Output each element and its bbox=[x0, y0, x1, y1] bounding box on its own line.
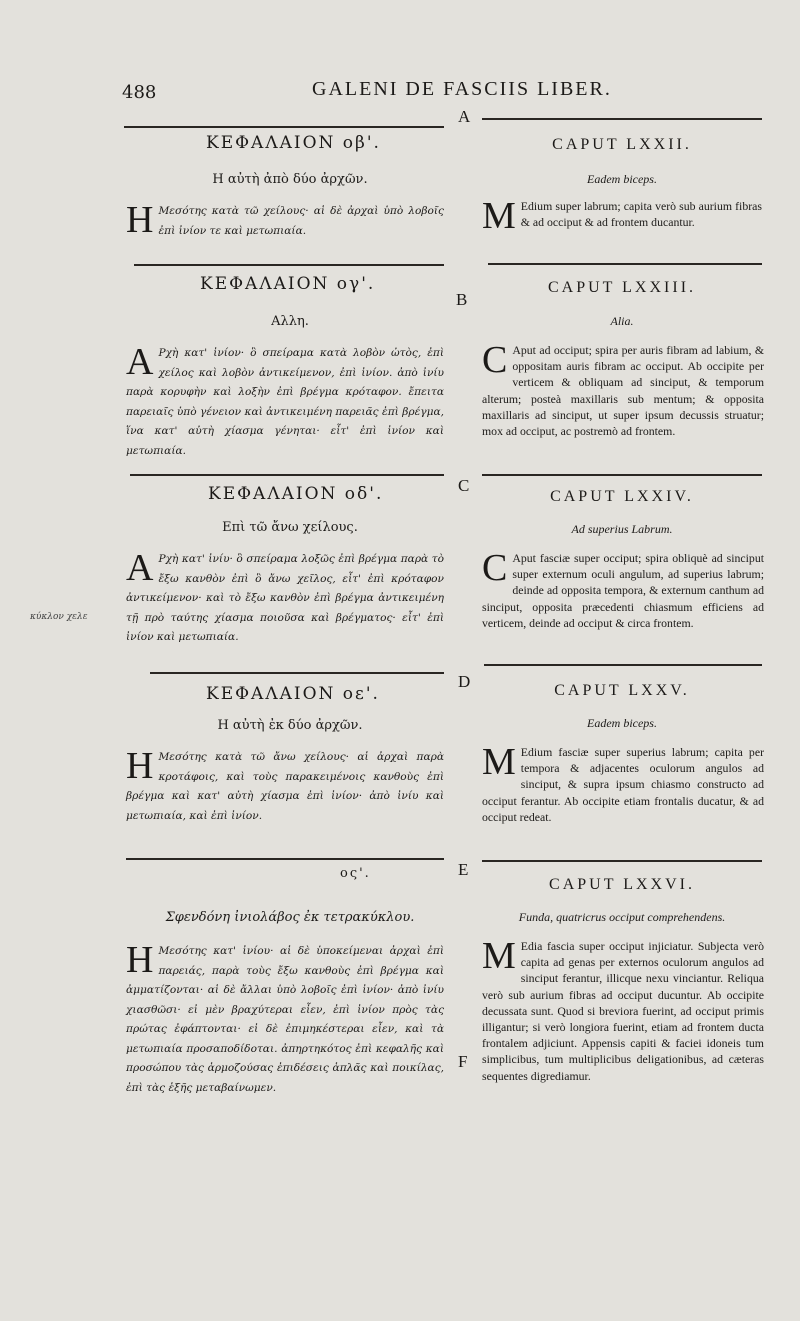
rule bbox=[130, 474, 444, 476]
greek-heading-72: ΚΕΦΑΛΑΙΟΝ οβ'. bbox=[206, 133, 381, 153]
latin-paragraph-76: M Edia fascia super occiput injiciatur. Subjecta verò capita ad genas per externos oculorum angulos ad sinciput ferantur, illicque nexu vinciantur. Reliqua verò sub aurium fibras ad occiput ducuntur. Ab occipite decussata sunt. Quod si breviora fuerint, ad occiput primis illigantur; si verò longiora fuerint, etiam ad frontem ducta frontalem adjiciunt. Appensis capiti & faciei idoneis tum simplicibus, tum multiplicibus deligationibus, ad cæteras sequentes digrediamur. bbox=[482, 935, 764, 1083]
latin-subtitle-75: Eadem biceps. bbox=[587, 716, 657, 730]
latin-subtitle-74: Ad superius Labrum. bbox=[571, 522, 673, 536]
latin-heading-75: CAPUT LXXV. bbox=[554, 682, 690, 699]
drop-initial: H bbox=[126, 199, 154, 241]
drop-initial: C bbox=[482, 339, 508, 381]
page-number: 488 bbox=[122, 82, 157, 103]
latin-heading-72: CAPUT LXXII. bbox=[552, 136, 692, 153]
latin-heading-73: CAPUT LXXIII. bbox=[547, 279, 697, 296]
greek-paragraph-73: A Ρχὴ κατ' ἰνίον· ὃ σπείραμα κατὰ λοβὸν ὠτὸς, ἐπὶ χείλος καὶ λοβὸν ἀντικείμενον, ἐπὶ ἰνίον. ἀπὸ ἰνίυ παρὰ κορυφὴν καὶ λοξὴν ἐπὶ βρέγμα κρόταφον. ἔπειτα παρειαῖς ὑπὸ γένειον καὶ ἀντικειμένη παρειᾶς ἐπὶ βρέγμα, ἵνα κατ' αὐτὴ χίασμα γένηται· εἶτ' ἐπὶ ἰνίον καὶ μετωπιαία. bbox=[126, 341, 444, 457]
rule bbox=[482, 118, 762, 120]
greek-paragraph-75: H Μεσότης κατὰ τῶ ἄνω χείλους· αἱ ἀρχαὶ παρὰ κροτάφοις, καὶ τοὺς παρακειμένοις κανθοὺς ἐπὶ βρέγμα καὶ κατ' αὐτὴ χίασμα ἐπὶ ἰνίον· ἀπὸ ἰνίυ καὶ μετωπιαία, καὶ ἐπὶ ἰνίον. bbox=[126, 745, 444, 822]
margin-letter-d: D bbox=[458, 672, 471, 691]
rule bbox=[484, 664, 762, 666]
greek-paragraph-76: H Μεσότης κατ' ἰνίου· αἱ δὲ ὑποκείμεναι ἀρχαὶ ἐπὶ παρειάς, παρὰ τοὺς ἔξω κανθοὺς ἐπὶ βρέγμα καὶ ἀμματίζονται· αἱ δὲ ἄλλαι ὑπὸ λοβοῖς ἐπὶ ἰνίον· ἀπὸ ἰνίυ χιασθῶσι· εἰ μὲν βραχύτεραι εἶεν, ἐπὶ ἰνίον πρὸς τὰς πρώτας ἐφάπτονται· εἰ δὲ ἐπιμηκέστεραι εἶεν, καὶ τὰ μετωπιαία προσαποδίδοται. ἀπηρτηκότος ἐπὶ κεφαλῆς καὶ προσώπου τὰς ἁρμοζούσας ἐπιδέσεις ἁπλᾶς καὶ ποικίλας, ἐπὶ τὰς ἑξῆς μεταβαίνωμεν. bbox=[126, 939, 444, 1094]
running-title: GALENI DE FASCIIS LIBER. bbox=[312, 78, 612, 100]
latin-paragraph-73: C Aput ad occiput; spira per auris fibram ad labium, & oppositam auris fibram ac occiput. Ab occipite per verticem & obliquam ad sinciput, & temporum alterum; posteà maxillaris sub mentum; & opposita maxillaris ad sinciput, ut super ipsum decussis struatur; mox ad occiput, ac postremò ad frontem. bbox=[482, 339, 764, 439]
latin-paragraph-75: M Edium fasciæ super superius labrum; capita per tempora & adjacentes oculorum angulos ad sinciput, & supra ipsum chiasmo constructo ad occiput ferantur. Ab occipite etiam frontalis ducatur, & ad occiput redeat. bbox=[482, 741, 764, 824]
margin-note: κύκλον χελε bbox=[30, 612, 88, 622]
greek-heading-74: ΚΕΦΑΛΑΙΟΝ οδ'. bbox=[208, 484, 384, 504]
margin-letter-e: E bbox=[458, 860, 469, 879]
latin-subtitle-72: Eadem biceps. bbox=[587, 172, 657, 186]
latin-paragraph-72: M Edium super labrum; capita verò sub aurium fibras & ad occiput & ad frontem ducantur. bbox=[482, 195, 762, 237]
drop-initial: A bbox=[126, 547, 154, 589]
latin-heading-76: CAPUT LXXVI. bbox=[549, 876, 695, 893]
greek-subtitle-76: Σφενδόνη ἰνιολάβος ἐκ τετρακύκλου. bbox=[165, 910, 415, 925]
margin-letter-f: F bbox=[458, 1052, 468, 1071]
greek-subtitle-73: Αλλη. bbox=[271, 314, 309, 329]
greek-subtitle-72: Η αὐτὴ ἀπὸ δύο ἀρχῶν. bbox=[212, 172, 368, 187]
rule bbox=[488, 263, 762, 265]
greek-subtitle-74: Επὶ τῶ ἄνω χείλους. bbox=[222, 520, 358, 535]
greek-paragraph-74: A Ρχὴ κατ' ἰνίυ· ὃ σπείραμα λοξῶς ἐπὶ βρέγμα παρὰ τὸ ἔξω κανθὸν ἐπὶ ὃ ἄνω χεῖλος, εἶτ' ἐπὶ κρόταφον ἀντικείμενον· καὶ τὸ ἔξω κανθὸν ἐπὶ βρέγμα ἀντικειμένη τῇ πρὸ ταύτης χίασμα ποιοῦσα καὶ βρέγματος· εἶτ' ἐπὶ ἰνίον καὶ μετωπιαία. bbox=[126, 547, 444, 643]
rule bbox=[126, 858, 444, 860]
greek-heading-75: ΚΕΦΑΛΑΙΟΝ οε'. bbox=[206, 684, 380, 704]
latin-heading-74: CAPUT LXXIV. bbox=[550, 488, 694, 505]
latin-paragraph-74: C Aput fasciæ super occiput; spira obliquè ad sinciput super externum oculi angulum, ad superius labrum; deinde ad opposita tempora, & externum canthum ad sinciput, opposita præcedenti chiasmum efficiens ad verticem, deinde ad occiput & circa frontem. bbox=[482, 547, 764, 630]
greek-paragraph-72: H Μεσότης κατὰ τῶ χείλους· αἱ δὲ ἀρχαὶ ὑπὸ λοβοῖς ἐπὶ ἰνίον τε καὶ μετωπιαία. bbox=[126, 199, 444, 241]
rule bbox=[124, 126, 444, 128]
drop-initial: C bbox=[482, 547, 508, 589]
drop-initial: M bbox=[482, 935, 516, 977]
rule bbox=[482, 474, 762, 476]
greek-heading-76: ος'. bbox=[340, 866, 371, 881]
drop-initial: A bbox=[126, 341, 154, 383]
margin-letter-b: B bbox=[456, 290, 468, 309]
greek-subtitle-75: Η αὐτὴ ἐκ δύο ἀρχῶν. bbox=[217, 718, 363, 733]
rule bbox=[150, 672, 444, 674]
drop-initial: H bbox=[126, 939, 154, 981]
latin-subtitle-73: Alia. bbox=[610, 314, 634, 328]
greek-heading-73: ΚΕΦΑΛΑΙΟΝ ογ'. bbox=[200, 274, 376, 294]
drop-initial: M bbox=[482, 741, 516, 783]
drop-initial: M bbox=[482, 195, 516, 237]
margin-letter-a: A bbox=[458, 107, 471, 126]
margin-letter-c: C bbox=[458, 476, 470, 495]
rule bbox=[482, 860, 762, 862]
drop-initial: H bbox=[126, 745, 154, 787]
latin-subtitle-76: Funda, quatricrus occiput comprehendens. bbox=[518, 910, 726, 924]
rule bbox=[134, 264, 444, 266]
